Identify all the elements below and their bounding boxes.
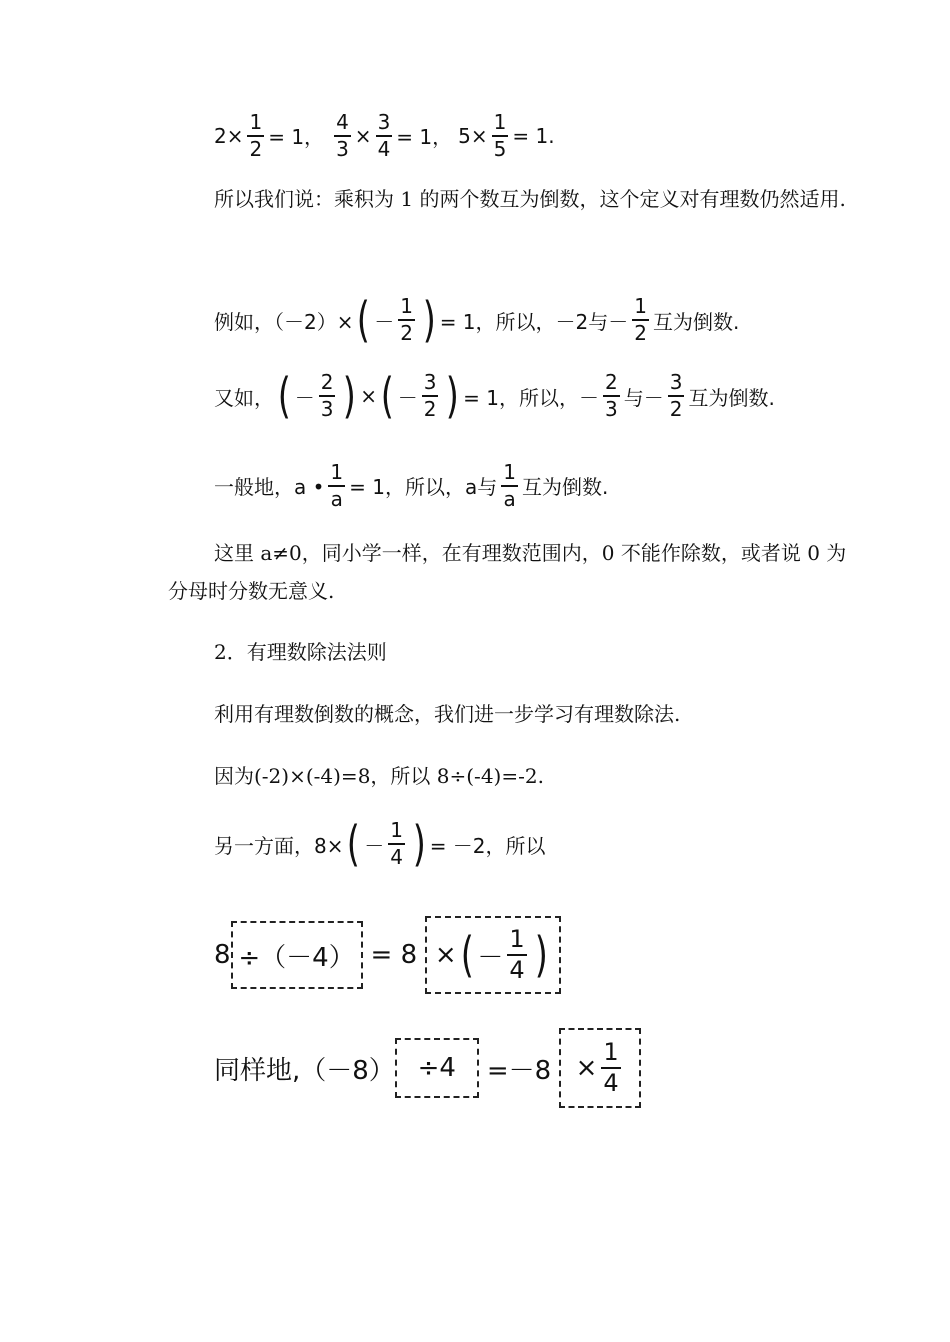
general-line (214, 462, 608, 510)
text: 互为倒数. (653, 309, 740, 334)
fraction: $\frac{1}{4}$ (509, 925, 525, 984)
text: = －2，所以 (429, 833, 546, 858)
right-paren: ) (412, 816, 426, 872)
other-side-line (214, 816, 546, 872)
text: 同样地,（－8） (214, 1055, 395, 1086)
box-text: ÷（－4） (238, 942, 355, 973)
text: 与－ (623, 385, 664, 410)
paragraph-nonzero: 这里 a≠0，同小学一样，在有理数范围内，0 不能作除数，或者说 0 为分母时分数无意义. (168, 541, 847, 603)
text: 例如，（－2）× (214, 309, 354, 334)
box-text: ÷4 (417, 1053, 456, 1083)
times: × (575, 1053, 598, 1083)
text: = 8 (370, 940, 418, 970)
text: 另一方面，8× (214, 833, 344, 858)
example-line-1 (214, 292, 740, 348)
text: 互为倒数. (522, 475, 609, 500)
text: =－8 (486, 1055, 552, 1086)
right-paren: ) (446, 368, 460, 424)
minus: － (374, 309, 395, 334)
left-paren: ( (357, 292, 371, 348)
text: 互为倒数. (688, 385, 775, 410)
fraction: $\frac{1}{5}$ (493, 110, 507, 161)
right-paren: ) (534, 927, 548, 983)
minus: － (294, 385, 315, 410)
text: = 1，所以，－2与－ (439, 309, 629, 334)
minus: － (397, 385, 418, 410)
paragraph-intro: 利用有理数倒数的概念，我们进一步学习有理数除法. (214, 702, 681, 726)
fraction: $\frac{1}{4}$ (390, 818, 403, 869)
text: 5× (458, 123, 488, 148)
dashed-box-divide (231, 921, 363, 989)
text: 8 (214, 940, 231, 970)
boxed-equation-2 (214, 1028, 641, 1108)
fraction: $\frac{2}{3}$ (605, 370, 618, 421)
times: × (360, 384, 377, 408)
fraction: $\frac{1}{2}$ (400, 294, 413, 345)
text: = 1， (396, 125, 453, 150)
section-title: 2．有理数除法法则 (214, 640, 387, 664)
text: × (354, 123, 372, 148)
times: × (434, 940, 457, 970)
dashed-box-multiply (559, 1028, 641, 1108)
text: = 1，所以，－ (463, 385, 600, 410)
text: 又如， (214, 385, 274, 410)
dashed-box-multiply (425, 916, 561, 994)
boxed-equation-1 (214, 916, 561, 994)
fraction: $\frac{1}{2}$ (634, 294, 647, 345)
left-paren: ( (347, 816, 361, 872)
fraction: $\frac{3}{2}$ (423, 370, 437, 421)
text: = 1， (268, 125, 325, 150)
paragraph-definition: 所以我们说：乘积为 1 的两个数互为倒数，这个定义对有理数仍然适用. (214, 187, 846, 211)
fraction: $\frac{3}{4}$ (377, 110, 391, 161)
dashed-box-divide (395, 1038, 479, 1098)
paragraph-because: 因为(-2)×(-4)=8，所以 8÷(-4)=-2. (214, 764, 544, 788)
left-paren: ( (460, 927, 474, 983)
right-paren: ) (422, 292, 436, 348)
minus: － (364, 833, 385, 858)
fraction: $\frac{1}{a}$ (503, 460, 516, 511)
fraction: $\frac{1}{4}$ (603, 1038, 619, 1097)
fraction: $\frac{1}{2}$ (249, 110, 263, 161)
fraction: $\frac{3}{2}$ (669, 370, 683, 421)
text: = 1，所以，a与 (349, 475, 498, 500)
text: = 1. (512, 123, 555, 148)
example-line-2 (214, 368, 775, 424)
reciprocal-examples-line (214, 112, 555, 160)
fraction: $\frac{2}{3}$ (320, 370, 334, 421)
fraction: $\frac{4}{3}$ (336, 110, 349, 161)
left-paren: ( (380, 368, 394, 424)
text: 一般地，a • (214, 475, 325, 500)
minus: － (477, 942, 504, 973)
text: 2× (214, 123, 244, 148)
left-paren: ( (277, 368, 291, 424)
fraction: $\frac{1}{a}$ (330, 460, 344, 511)
right-paren: ) (343, 368, 357, 424)
